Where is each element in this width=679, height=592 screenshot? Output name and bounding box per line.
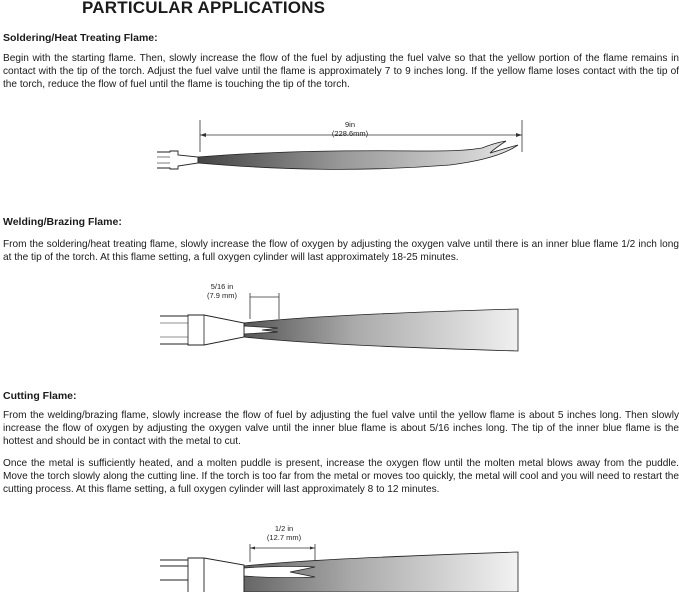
long-flame	[198, 141, 518, 169]
dimension-line2: (12.7 mm)	[266, 533, 302, 542]
long-flame	[244, 309, 518, 351]
torch-tip	[157, 151, 198, 169]
soldering-flame-diagram	[0, 110, 679, 190]
dimension-line2: (228.6mm)	[331, 129, 369, 138]
dimension-line1: 9in	[344, 120, 355, 129]
dimension-line1: 5/16 in	[210, 282, 234, 291]
page-title: PARTICULAR APPLICATIONS	[82, 0, 326, 17]
section-paragraph-cutting-2: Once the metal is sufficiently heated, and a molten puddle is present, increase the oxygen flow until the molten metal blows away from the puddle. Move the torch slowly along the cutting line. If the torch is too far from the metal or moves too quickly, the metal will cool and you will need to restart the cutting process. At this flame setting, a full oxygen cylinder will last approximately 8 to 12 minutes.	[3, 458, 679, 496]
torch-tip	[160, 315, 244, 345]
dimension-line1: 1/2 in	[274, 524, 294, 533]
section-paragraph-welding: From the soldering/heat treating flame, slowly increase the flow of oxygen by adjusting the oxygen valve until there is an inner blue flame 1/2 inch long at the tip of the torch. At this flame setting, a full oxygen cylinder will last approximately 18-25 minutes.	[3, 239, 679, 264]
welding-flame-diagram	[0, 285, 679, 365]
torch-tip	[160, 558, 244, 592]
section-paragraph-soldering: Begin with the starting flame. Then, slowly increase the flow of the fuel by adjusting the fuel valve so that the yellow portion of the flame remains in contact with the tip of the torch. Adjust the fuel valve until the flame is approximately 7 to 9 inches long. If the yellow flame loses contact with the tip of the torch, reduce the flow of fuel until the flame is touching the tip of the torch.	[3, 53, 679, 91]
cutting-flame-diagram	[0, 532, 679, 592]
section-heading-cutting: Cutting Flame:	[3, 390, 77, 402]
section-paragraph-cutting-1: From the welding/brazing flame, slowly increase the flow of fuel by adjusting the fuel valve until the yellow flame is about 5 inches long. Then slowly increase the flow of oxygen by adjusting the oxygen valve until the inner blue flame is about 5/16 inches long. The tip of the inner blue flame is the hottest and should be in contact with the metal to cut.	[3, 410, 679, 448]
section-heading-soldering: Soldering/Heat Treating Flame:	[3, 32, 158, 44]
section-heading-welding: Welding/Brazing Flame:	[3, 216, 122, 228]
dimension-line2: (7.9 mm)	[207, 291, 237, 300]
